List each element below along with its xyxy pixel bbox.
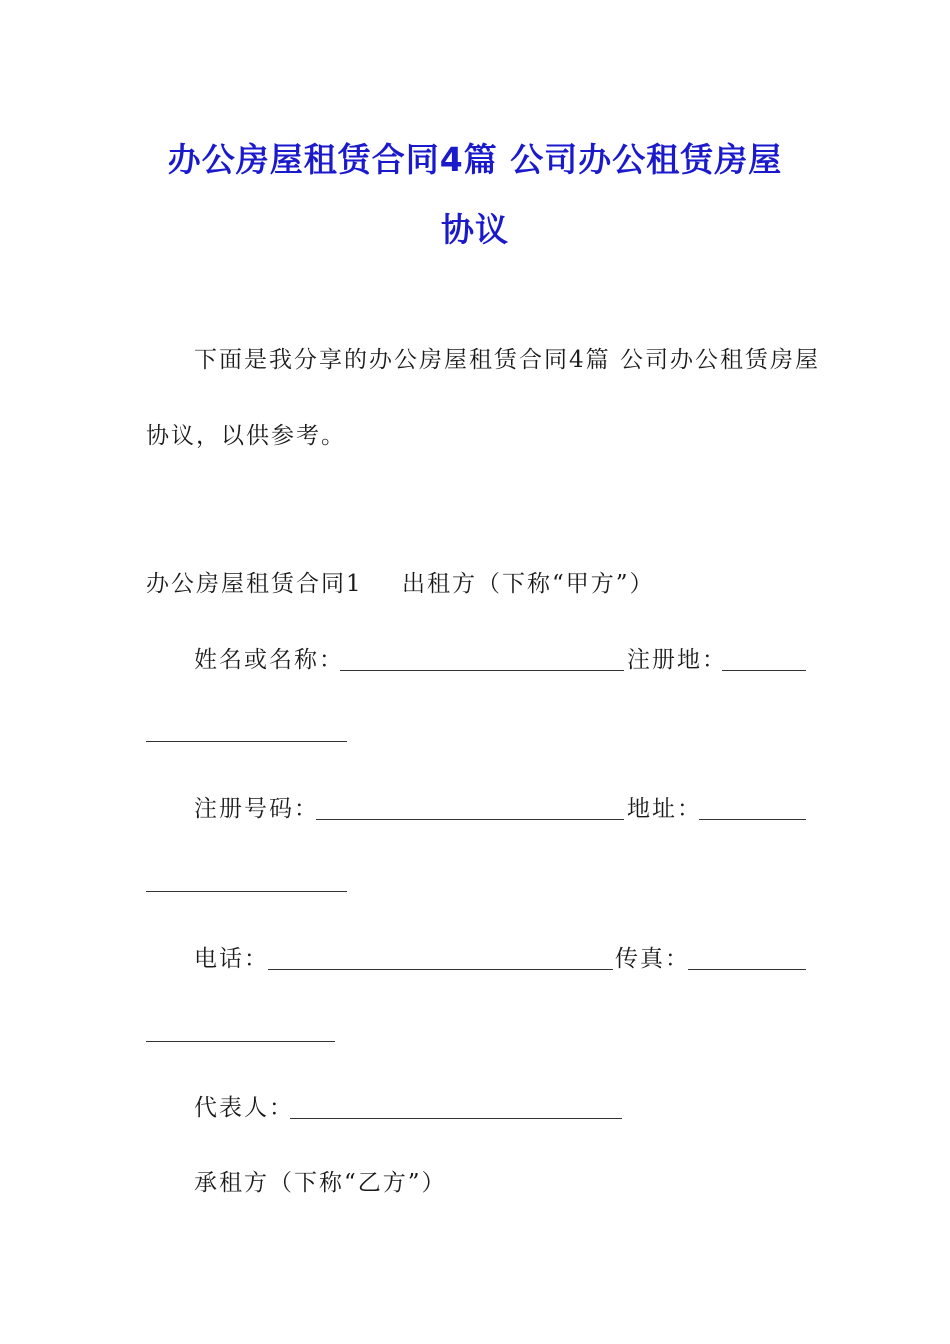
fax-label: 传真： — [615, 946, 690, 972]
representative-label: 代表人： — [194, 1095, 294, 1121]
address-label: 地址： — [627, 796, 702, 822]
intro-paragraph-line-2: 协议，以供参考。 — [146, 423, 346, 449]
document-title-line-2: 协议 — [441, 210, 509, 249]
registration-number-label: 注册号码： — [194, 796, 319, 822]
lessor-heading: 出租方（下称“甲方”） — [402, 571, 655, 597]
registered-place-blank[interactable] — [722, 670, 806, 671]
representative-blank[interactable] — [290, 1118, 622, 1119]
registered-place-label: 注册地： — [627, 647, 727, 673]
address-blank-continued[interactable] — [146, 891, 347, 892]
phone-blank[interactable] — [268, 969, 613, 970]
name-blank[interactable] — [340, 670, 624, 671]
address-blank[interactable] — [699, 819, 806, 820]
intro-paragraph-line-1: 下面是我分享的办公房屋租赁合同4篇 公司办公租赁房屋 — [194, 347, 820, 373]
registration-number-blank[interactable] — [316, 819, 624, 820]
section-heading: 办公房屋租赁合同1 — [146, 571, 363, 597]
fax-blank[interactable] — [688, 969, 806, 970]
lessee-heading: 承租方（下称“乙方”） — [194, 1170, 447, 1196]
registered-place-blank-continued[interactable] — [146, 741, 347, 742]
fax-blank-continued[interactable] — [146, 1041, 335, 1042]
phone-label: 电话： — [194, 946, 269, 972]
document-title-line-1: 办公房屋租赁合同4篇 公司办公租赁房屋 — [167, 140, 783, 179]
name-label: 姓名或名称： — [194, 647, 344, 673]
